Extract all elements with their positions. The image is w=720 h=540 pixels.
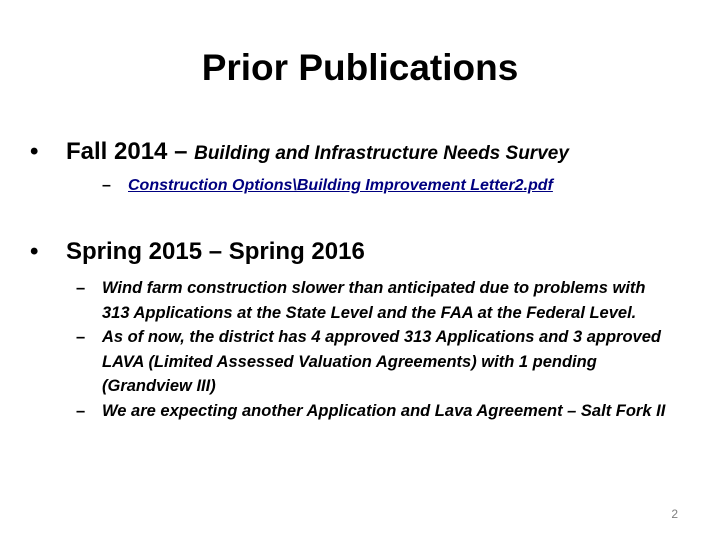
survey-subheading: Building and Infrastructure Needs Survey — [194, 143, 569, 164]
dash-icon: – — [102, 177, 111, 194]
fall-2014-heading: Fall 2014 – — [66, 138, 188, 165]
dash-icon: – — [76, 401, 86, 420]
list-item-text: We are expecting another Application and Lava Agreement – Salt Fork II — [102, 401, 666, 420]
list-item — [76, 399, 676, 424]
link-row — [102, 174, 553, 198]
building-improvement-letter-link[interactable]: Construction Options\Building Improvement Letter2.pdf — [128, 177, 553, 194]
spring-2015-items — [76, 276, 676, 423]
bullet-icon: • — [30, 238, 39, 265]
spring-2015-heading: Spring 2015 – Spring 2016 — [66, 238, 365, 265]
page-number: 2 — [671, 507, 678, 521]
list-item — [76, 276, 676, 325]
slide-title: Prior Publications — [201, 47, 519, 88]
bullet-spring-2015 — [30, 236, 365, 268]
dash-icon: – — [76, 328, 86, 346]
bullet-icon: • — [30, 138, 39, 165]
list-item-text: Wind farm construction slower than anticipated due to problems with 313 Applications at the State Level and the FAA at the Federal Level. — [102, 279, 646, 322]
list-item-text: As of now, the district has 4 approved 313 Applications and 3 approved LAVA (Limited Assessed Valuation Agreements) with 1 pending (Grandview III) — [102, 328, 661, 395]
dash-icon: – — [76, 279, 86, 297]
bullet-fall-2014 — [30, 136, 690, 170]
list-item — [76, 325, 676, 399]
